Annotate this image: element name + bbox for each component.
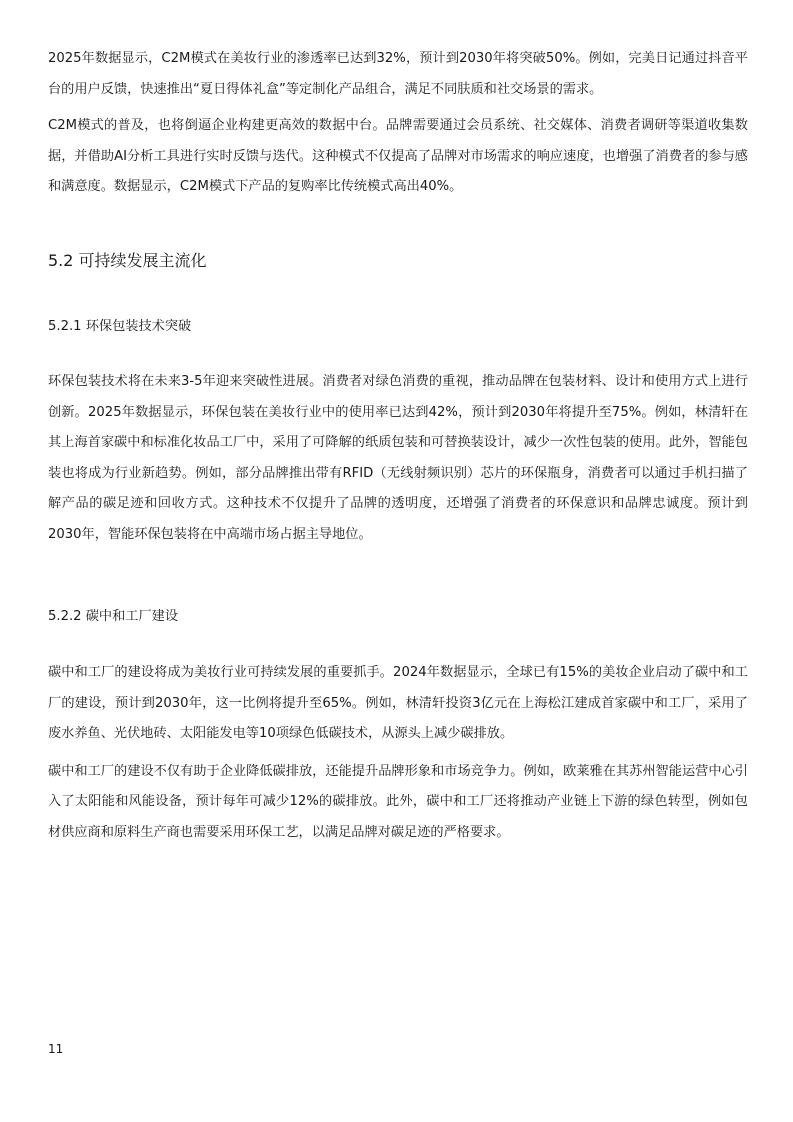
subsection1-heading-wrap [48,316,191,338]
intro-block [48,44,748,203]
subsection-heading-carbon-neutral: 5.2.2 碳中和工厂建设 [48,609,179,624]
section-heading-wrap [48,249,207,273]
paragraph-packaging: 环保包装技术将在未来3-5年迎来突破性进展。消费者对绿色消费的重视，推动品牌在包装材料、设计和使用方式上进行创新。2025年数据显示，环保包装在美妆行业中的使用率已达到42%，预计到2030年将提升至75%。例如，林清轩在其上海首家碳中和标准化妆品工厂中，采用了可降解的纸质包装和可替换装设计，减少一次性包装的使用。此外，智能包装也将成为行业新趋势。例如，部分品牌推出带有RFID（无线射频识别）芯片的环保瓶身，消费者可以通过手机扫描了解产品的碳足迹和回收方式。这种技术不仅提升了品牌的透明度，还增强了消费者的环保意识和品牌忠诚度。预计到2030年，智能环保包装将在中高端市场占据主导地位。 [48,374,748,542]
page-number: 11 [48,1042,64,1056]
carbon-block [48,658,748,848]
packaging-block [48,367,748,550]
section-heading: 5.2 可持续发展主流化 [48,251,207,270]
paragraph-carbon-benefits: 碳中和工厂的建设不仅有助于企业降低碳排放，还能提升品牌形象和市场竞争力。例如，欧莱雅在其苏州智能运营中心引入了太阳能和风能设备，预计每年可减少12%的碳排放。此外，碳中和工厂还将推动产业链上下游的绿色转型，例如包材供应商和原料生产商也需要采用环保工艺，以满足品牌对碳足迹的严格要求。 [48,763,748,840]
subsection2-heading-wrap [48,606,178,628]
subsection-heading-packaging: 5.2.1 环保包装技术突破 [48,319,192,334]
paragraph-carbon-factory: 碳中和工厂的建设将成为美妆行业可持续发展的重要抓手。2024年数据显示，全球已有15%的美妆企业启动了碳中和工厂的建设，预计到2030年，这一比例将提升至65%。例如，林清轩投资3亿元在上海松江建成首家碳中和工厂，采用了废水养鱼、光伏地砖、太阳能发电等10项绿色低碳技术，从源头上减少碳排放。 [48,665,748,741]
paragraph-c2m-data-platform: C2M模式的普及，也将倒逼企业构建更高效的数据中台。品牌需要通过会员系统、社交媒体、消费者调研等渠道收集数据，并借助AI分析工具进行实时反馈与迭代。这种模式不仅提高了品牌对市场需求的响应速度，也增强了消费者的参与感和满意度。数据显示，C2M模式下产品的复购率比传统模式高出40%。 [48,118,748,194]
paragraph-c2m-penetration: 2025年数据显示，C2M模式在美妆行业的渗透率已达到32%，预计到2030年将突破50%。例如，完美日记通过抖音平台的用户反馈，快速推出“夏日得体礼盒”等定制化产品组合，满足不同肤质和社交场景的需求。 [48,51,748,97]
